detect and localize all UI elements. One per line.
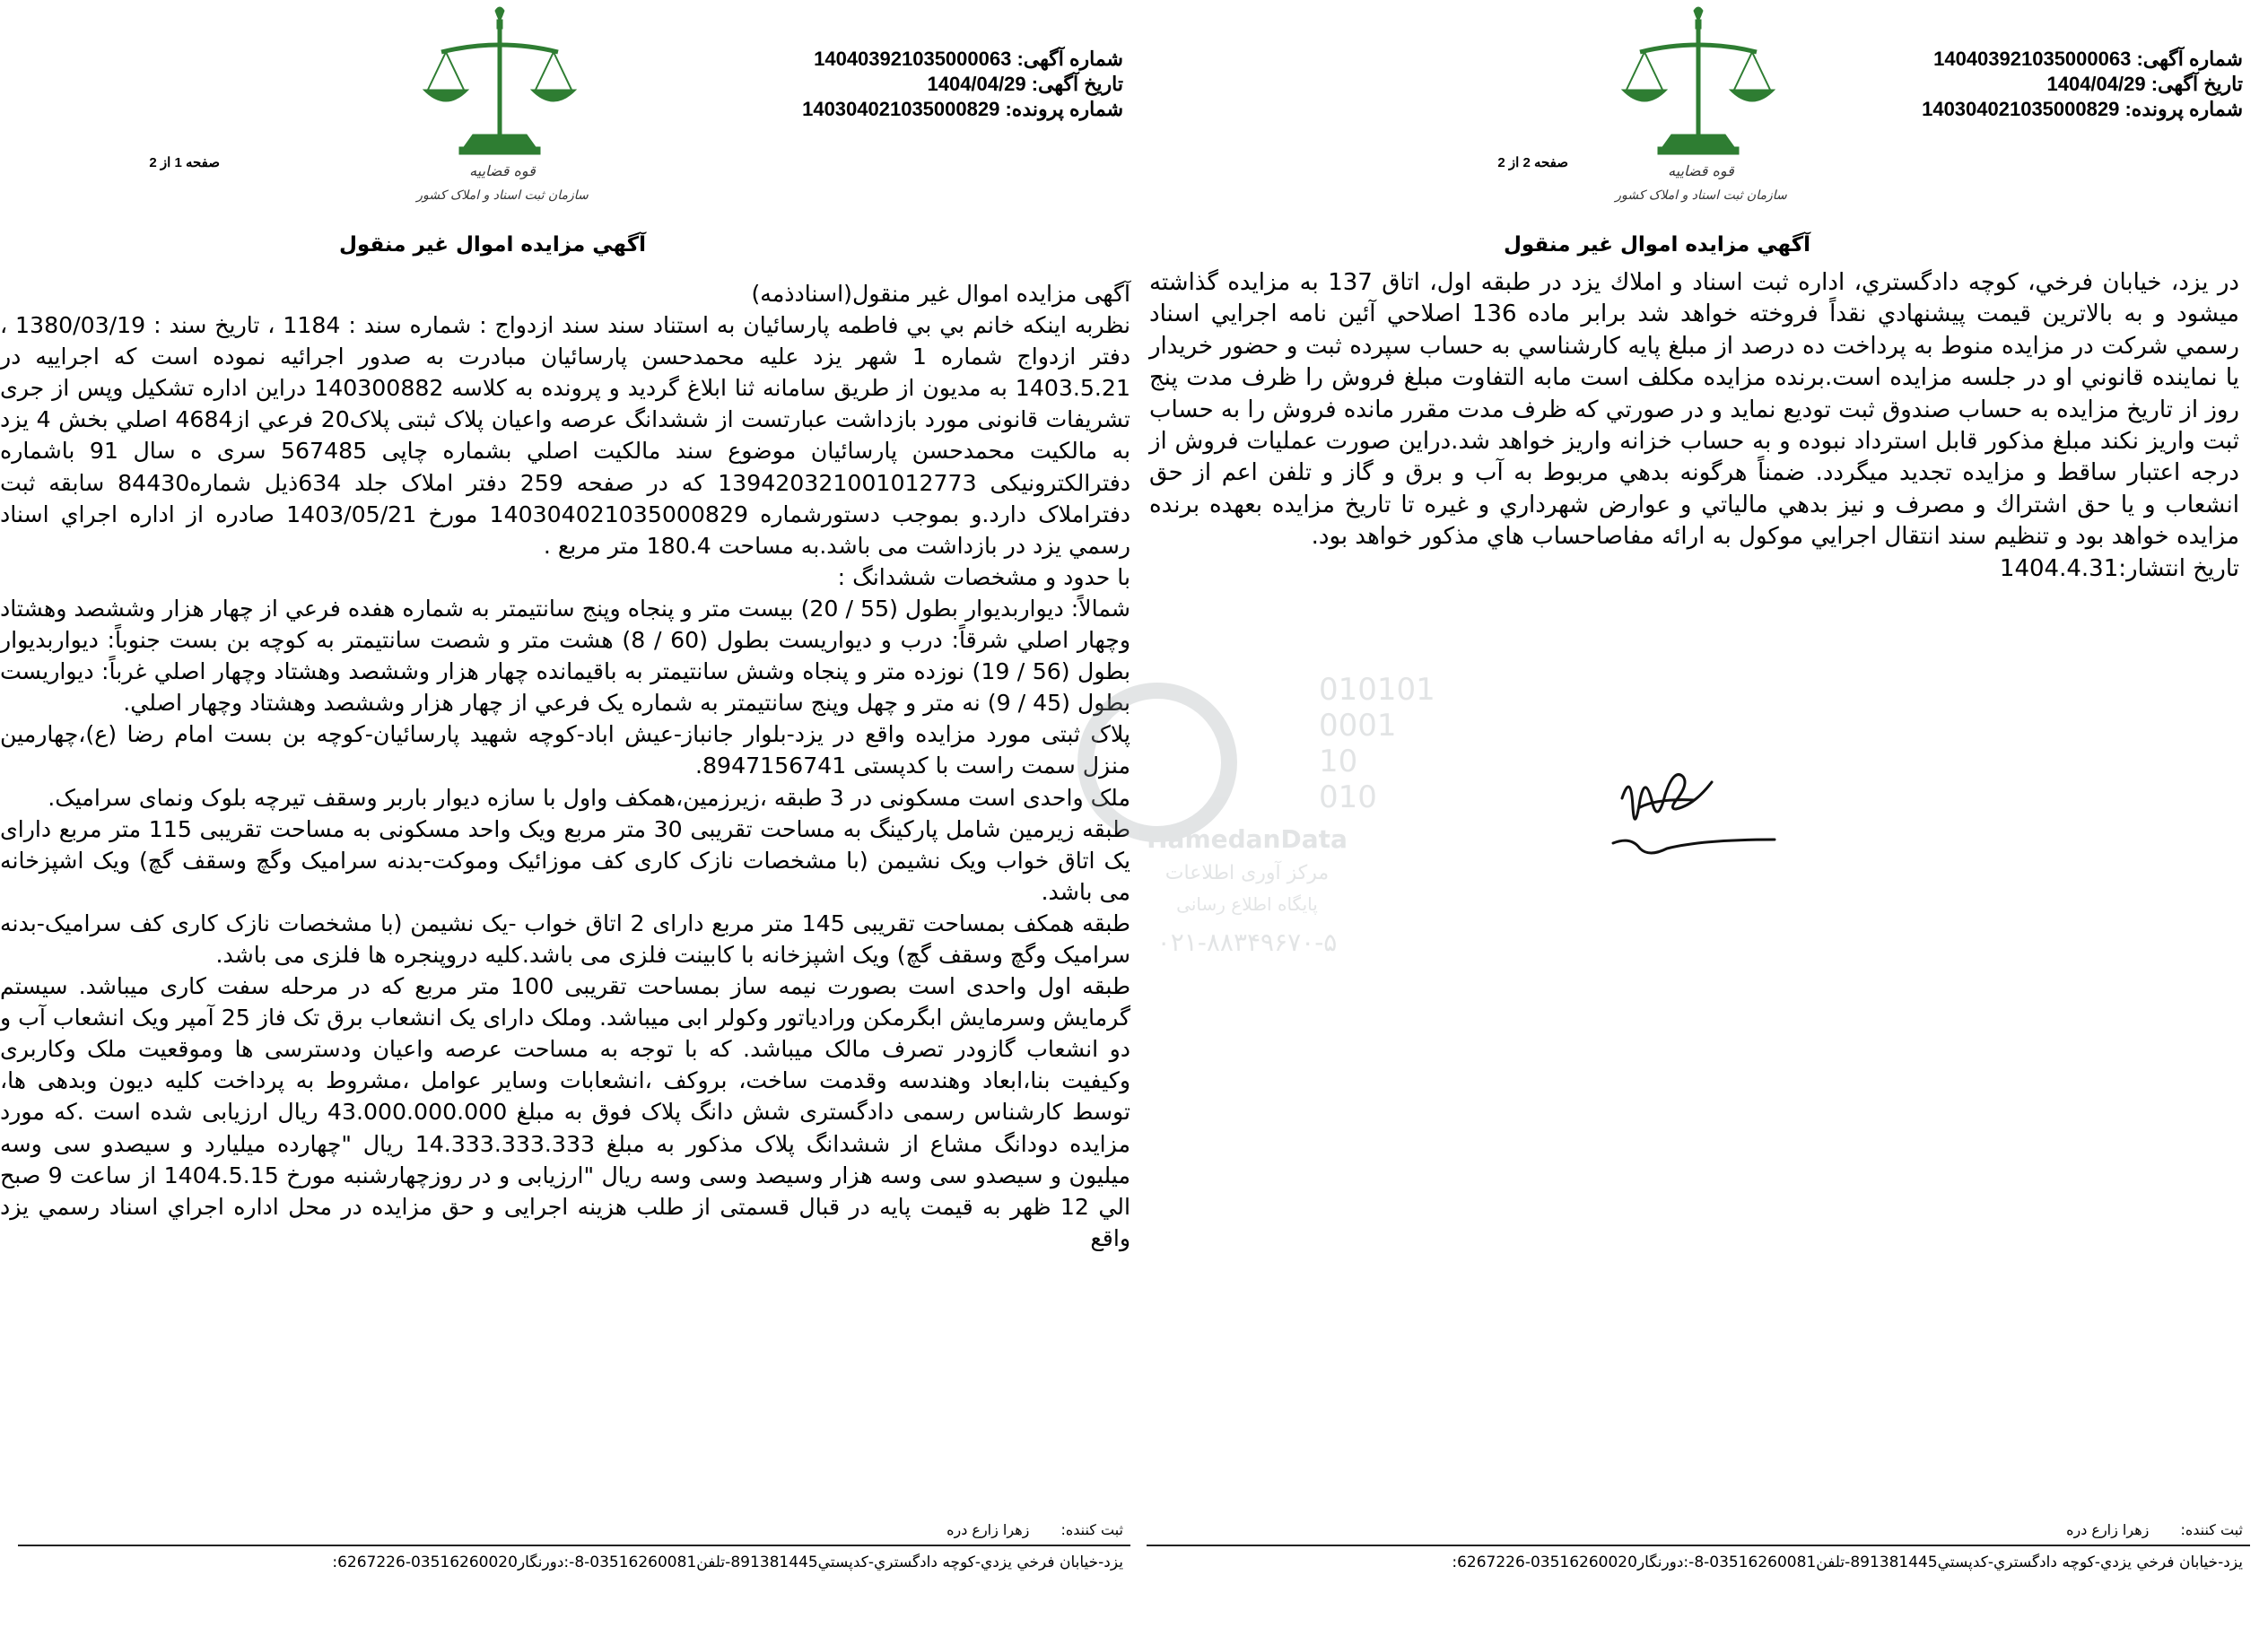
svg-text:سازمان ثبت اسناد و املاک کشور: سازمان ثبت اسناد و املاک کشور [1615, 188, 1787, 203]
notice-body-paragraph: شمالاً: ديواربديوار بطول (55 / 20) بيست متر و پنجاه وپنج سانتيمتر به شماره هفده فرعي از چهار هزار وششصد وهشتاد وچهار اصلي شرقاً: درب و ديواريست بطول (60 / 8) هشت متر و شصت سانتيمتر به کوچه بن بست جنوباً: ديواربديوار بطول (56 / 19) نوزده متر و پنجاه وشش سانتيمتر به باقيمانده چهار هزار وششصد وهشتاد وچهار اصلي غرباً: ديواريست بطول (45 / 9) نه متر و چهل وپنج سانتيمتر به شماره يک فرعي از چهار هزار وششصد وهشتاد وچهار اصلي. [0, 595, 1130, 717]
case-number-row: شماره پرونده: 140304021035000829 [802, 98, 1123, 120]
notice-date-row: تاریخ آگهی: 1404/04/29 [2046, 73, 2243, 95]
notice-body-paragraph: با حدود و مشخصات ششدانگ : [837, 563, 1130, 590]
notice-date: 1404/04/29 [2046, 73, 2146, 95]
office-address: يزد-خيابان فرخي يزدي-کوچه دادگستري-کدپستي891381445-تلفن03516260081-8-:دورنگار03516260020-6267226: [1452, 1554, 2243, 1571]
notice-number-row: شماره آگهی: 140403921035000063 [1933, 48, 2243, 70]
notice-body-paragraph: در يزد، خيابان فرخي، کوچه دادگستري، اداره ثبت اسناد و املاك يزد در طبقه اول، اتاق 137 به مزايده گذاشته ميشود و به بالاترين قيمت پيشنهادي نقداً فروخته خواهد شد برابر ماده 136 اصلاحي آئين نامه اجرايي اسناد رسمي شرکت در مزايده منوط به پرداخت ده درصد از مبلغ پايه کارشناسي به حساب سپرده ثبت و حضور خريدار يا نماينده قانوني او در جلسه مزايده است.برنده مزايده مکلف است مابه التفاوت مبلغ فروش را ظرف مدت پنج روز از تاريخ مزايده به حساب صندوق ثبت توديع نمايد و در صورتي که ظرف مدت مقرر مانده فروش را به حساب ثبت واريز نکند مبلغ مذکور قابل استرداد نبوده و به حساب خزانه واريز خواهد شد.دراين صورت عمليات فروش از درجه اعتبار ساقط و مزايده تجديد ميگردد. ضمناً هرگونه بدهي مربوط به آب و برق و گاز و تلفن اعم از حق انشعاب و يا حق اشتراك و مصرف و نيز بدهي مالياتي و عوارض شهرداري و غيره تا تاريخ مزايده بعهده برنده مزايده خواهد بود و تنظيم سند انتقال اجرايي موکول به ارائه مفاصاحساب هاي مذکور خواهد بود. [1149, 269, 2239, 551]
publish-date: تاريخ انتشار:1404.4.31 [1999, 554, 2239, 582]
notice-heading-line: آگهی مزایده اموال غیر منقول(اسنادذمه) [751, 281, 1130, 307]
notice-date: 1404/04/29 [927, 73, 1026, 95]
registrar-name: زهرا زارع دره [946, 1521, 1030, 1538]
page-counter: صفحه 2 از 2 [1497, 155, 1568, 170]
notice-title: آگهي مزايده اموال غير منقول [1503, 233, 1810, 257]
svg-text:قوه قضاییه: قوه قضاییه [469, 162, 536, 179]
svg-text:مرکز آوری اطلاعات: مرکز آوری اطلاعات [1165, 862, 1330, 884]
handwritten-signature-icon [1586, 744, 1766, 879]
judiciary-scales-emblem-icon [1595, 0, 1801, 206]
notice-body-paragraph: طبقه همکف بمساحت تقریبی 145 متر مربع دارای 2 اتاق خواب -یک نشیمن (با مشخصات نازک کاری کف سرامیک-بدنه سرامیک وگچ وسقف گچ) ویک اشپزخانه با کابینت فلزی می باشد.کلیه دروپنجره ها فلزی می باشد. [0, 910, 1130, 968]
notice-body-paragraph: ملک واحدی است مسکونی در 3 طبقه ،زیرزمین،همکف واول با سازه دیوار باربر وسقف تیرچه بلوک ونمای سرامیک. [48, 784, 1130, 811]
svg-text:۰۲۱-۸۸۳۴۹۶۷۰-۵: ۰۲۱-۸۸۳۴۹۶۷۰-۵ [1156, 927, 1338, 957]
svg-text:سازمان ثبت اسناد و املاک کشور: سازمان ثبت اسناد و املاک کشور [416, 188, 589, 203]
case-number: 140304021035000829 [1922, 98, 2120, 120]
footer-divider [1147, 1545, 2250, 1546]
notice-body-paragraph: پلاک ثبتی مورد مزایده واقع در یزد-بلوار جانباز-عیش اباد-کوچه شهید پارسائیان-کوچه بن بست امام رضا (ع)،چهارمین منزل سمت راست با کدپستی 8947156741. [0, 721, 1130, 779]
svg-text:010: 010 [1319, 779, 1377, 815]
svg-text:HamedanData: HamedanData [1147, 824, 1348, 854]
notice-number: 140403921035000063 [814, 48, 1012, 70]
page-counter: صفحه 1 از 2 [149, 155, 220, 170]
svg-text:پایگاه اطلاع رسانی: پایگاه اطلاع رسانی [1176, 893, 1318, 915]
notice-title: آگهي مزايده اموال غير منقول [338, 233, 646, 257]
notice-date-row: تاریخ آگهی: 1404/04/29 [927, 73, 1123, 95]
notice-meta [802, 47, 1123, 122]
notice-number-row: شماره آگهی: 140403921035000063 [814, 48, 1123, 70]
case-number-row: شماره پرونده: 140304021035000829 [1922, 98, 2243, 120]
svg-text:10: 10 [1319, 744, 1358, 779]
case-number: 140304021035000829 [802, 98, 1000, 120]
svg-text:010101: 010101 [1319, 672, 1435, 708]
registrar-name: زهرا زارع دره [2066, 1521, 2150, 1538]
notice-body [0, 278, 1130, 1254]
footer-divider [18, 1545, 1130, 1546]
svg-text:0001: 0001 [1319, 708, 1397, 744]
notice-body-paragraph: طبقه اول واحدی است بصورت نیمه ساز بمساحت تقریبی 100 متر مربع که در مرحله سفت کاری میباشد. سیستم گرمایش وسرمایش ابگرمکن ورادیاتور وکولر ابی میباشد. وملک دارای یک انشعاب برق تک فاز 25 آمپر ویک انشعاب آب و دو انشعاب گازودر تصرف مالک میباشد. که با توجه به مساحت عرصه واعیان ودسترسی ها وموقعیت ملک وکاربری وکیفیت بنا،ابعاد وهندسه وقدمت ساخت، بروکف ،انشعابات وسایر عوامل ،مشروط به پرداخت کلیه دیون وبدهی ها، توسط کارشناس رسمی دادگستری شش دانگ پلاک فوق به مبلغ 43.000.000.000 ریال ارزیابی شده است .که مورد مزایده دودانگ مشاع از ششدانگ پلاک مذکور به مبلغ 14.333.333.333 ریال "چهارده میلیارد و سیصدو سی وسه میلیون و سیصدو سی وسه هزار وسیصد وسی وسه ریال "ارزیابی و در روزچهارشنبه مورخ 1404.5.15 از ساعت 9 صبح الي 12 ظهر به قیمت پایه در قبال قسمتی از طلب هزینه اجرایی و حق مزایده در محل اداره اجراي اسناد رسمي يزد واقع [0, 973, 1131, 1251]
registrar: ثبت کننده: زهرا زارع دره [946, 1521, 1123, 1538]
svg-text:قوه قضاییه: قوه قضاییه [1668, 162, 1734, 179]
notice-meta [1922, 47, 2243, 122]
notice-body-paragraph: طبقه زیرمین شامل پارکینگ به مساحت تقریبی 30 متر مربع ویک واحد مسکونی به مساحت تقریبی 115 متر مربع دارای یک اتاق خواب ویک نشیمن (با مشخصات نازک کاری کف موزائیک وموکت-بدنه سرامیک وگچ وسقف گچ) ویک اشپزخانه می باشد. [0, 815, 1130, 905]
judiciary-scales-emblem-icon [397, 0, 603, 206]
registrar: ثبت کننده: زهرا زارع دره [2066, 1521, 2243, 1538]
notice-number: 140403921035000063 [1933, 48, 2132, 70]
notice-body-paragraph: نظربه اینکه خانم بي بي فاطمه پارسائيان به استناد سند سند ازدواج : شماره سند : 1184 ، تاریخ سند : 1380/03/19 ، دفتر ازدواج شماره 1 شهر یزد علیه محمدحسن پارسائیان مبادرت به صدور اجرائیه نموده است که اجراییه در 1403.5.21 به مدیون از طریق سامانه ثنا ابلاغ گردید و پرونده به کلاسه 140300882 دراین اداره تشکیل وپس از جری تشریفات قانونی مورد بازداشت عبارتست از ششدانگ عرصه واعيان پلاک ثبتی پلاک20 فرعي از4684 اصلي بخش 4 يزد به مالکیت محمدحسن پارسائیان موضوع سند مالکیت اصلي بشماره چاپی 567485 سری ه سال 91 باشماره دفترالکترونیکی 139420321001012773 که در صفحه 259 دفتر املاک جلد 634ذیل شماره84430 سابقه ثبت دفتراملاک دارد.و بموجب دستورشماره 140304021035000829 مورخ 1403/05/21 صادره از اداره اجراي اسناد رسمي يزد در بازداشت می باشد.به مساحت 180.4 متر مربع . [0, 312, 1130, 559]
notice-body [1149, 267, 2239, 585]
notice-page-2 [1148, 0, 2268, 1645]
office-address: يزد-خيابان فرخي يزدي-کوچه دادگستري-کدپستي891381445-تلفن03516260081-8-:دورنگار03516260020-6267226: [332, 1554, 1123, 1571]
